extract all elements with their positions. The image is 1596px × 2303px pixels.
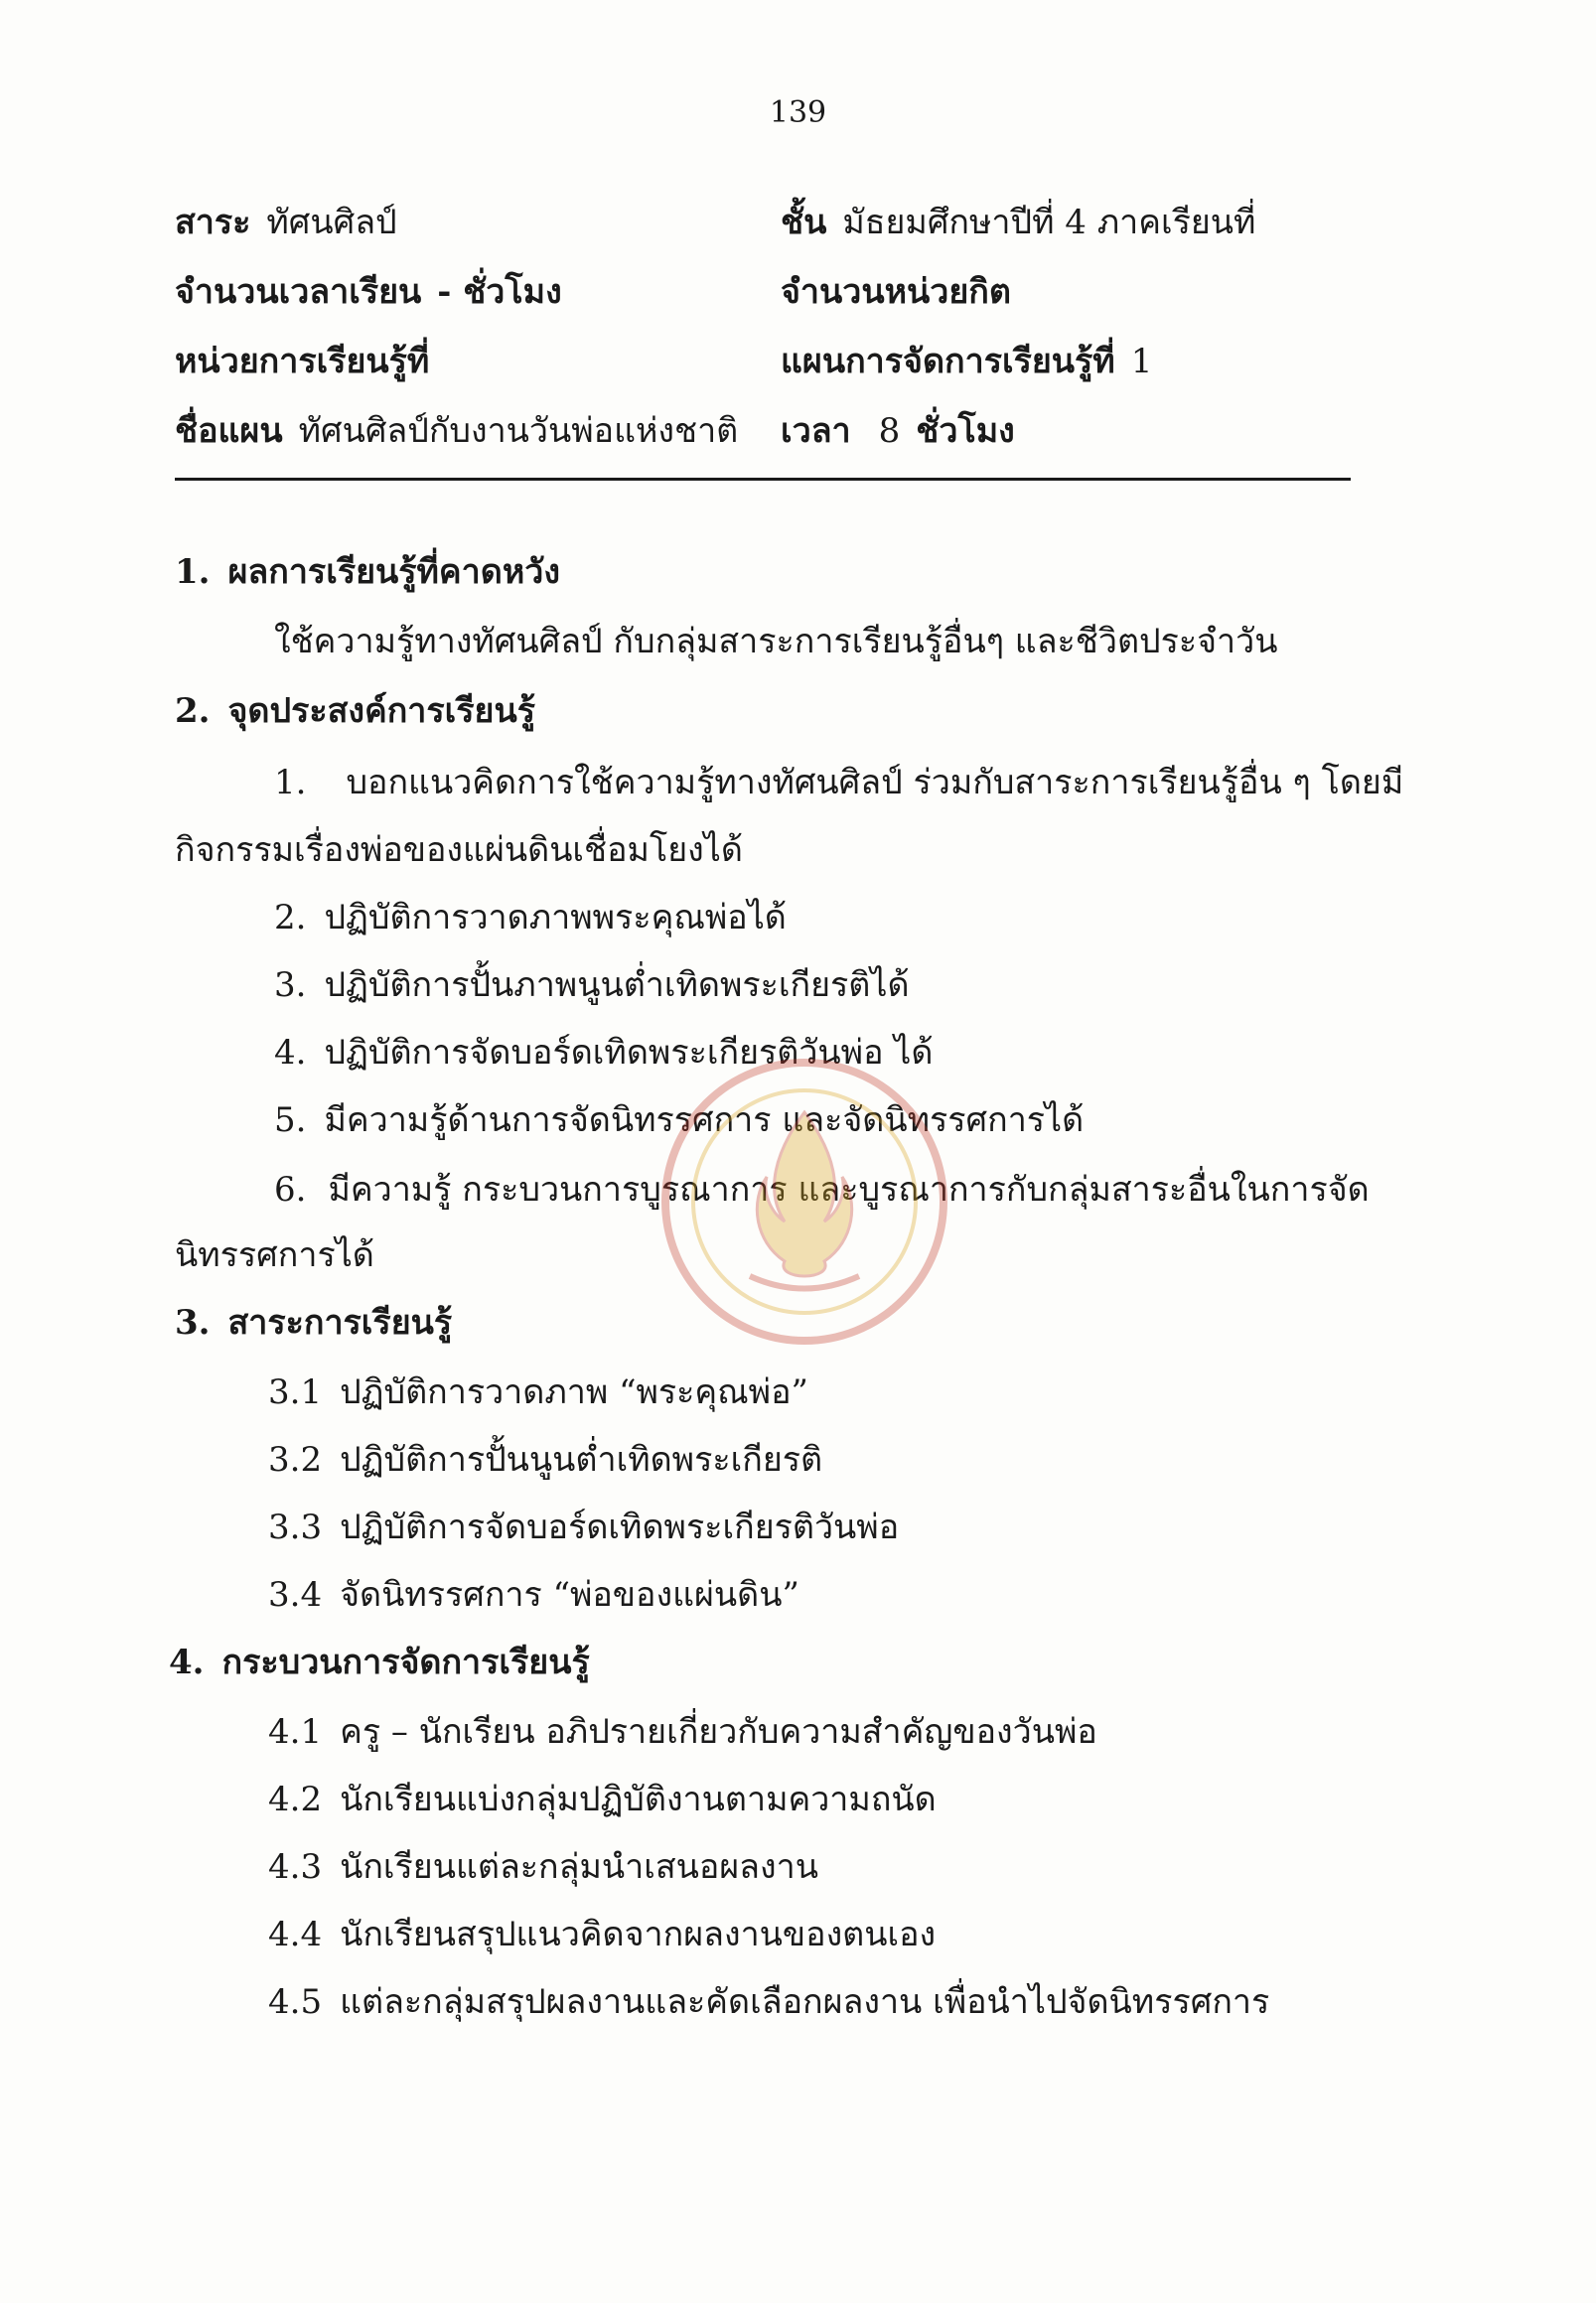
objective-6-line2: นิทรรศการได้ — [175, 1235, 374, 1275]
subject-label: สาระ — [175, 203, 251, 242]
objective-1-line2: กิจกรรมเรื่องพ่อของแผ่นดินเชื่อมโยงได้ — [175, 830, 743, 870]
plan-label: แผนการจัดการเรียนรู้ที่ — [781, 342, 1115, 381]
objective-2 — [274, 890, 787, 943]
hours-label: จำนวนเวลาเรียน — [175, 272, 422, 312]
section-3-heading — [175, 1295, 452, 1349]
content-3-2-number: 3.2 — [268, 1440, 323, 1480]
objective-2-text: ปฏิบัติการวาดภาพพระคุณพ่อได้ — [324, 898, 787, 937]
process-4-4 — [268, 1907, 936, 1960]
process-4-1-number: 4.1 — [268, 1712, 323, 1752]
objective-1-text: บอกแนวคิดการใช้ความรู้ทางทัศนศิลป์ ร่วมกับสาระการเรียนรู้อื่น ๆ โดยมี — [346, 763, 1404, 802]
objective-4-text: ปฏิบัติการจัดบอร์ดเทิดพระเกียรติวันพ่อ ได้ — [324, 1033, 934, 1073]
time-label: เวลา — [781, 411, 851, 451]
process-4-1-text: ครู – นักเรียน อภิปรายเกี่ยวกับความสำคัญของวันพ่อ — [340, 1712, 1097, 1752]
section-4-heading — [169, 1635, 590, 1688]
title-field — [175, 403, 738, 457]
process-4-3-number: 4.3 — [268, 1847, 323, 1887]
plan-value: 1 — [1130, 342, 1153, 381]
objective-1-number: 1. — [274, 763, 307, 802]
content-3-4 — [268, 1567, 799, 1621]
time-value: 8 — [878, 411, 901, 451]
section-1-text: ใช้ความรู้ทางทัศนศิลป์ กับกลุ่มสาระการเรียนรู้อื่นๆ และชีวิตประจำวัน — [274, 622, 1278, 661]
section-2-heading — [175, 683, 535, 737]
process-4-2-number: 4.2 — [268, 1780, 323, 1819]
content-3-3-text: ปฏิบัติการจัดบอร์ดเทิดพระเกียรติวันพ่อ — [340, 1508, 900, 1547]
section-1-title: ผลการเรียนรู้ที่คาดหวัง — [227, 552, 560, 592]
hours-field — [175, 264, 562, 318]
subject-value: ทัศนศิลป์ — [266, 203, 397, 242]
objective-3-number: 3. — [274, 965, 307, 1005]
content-3-2-text: ปฏิบัติการปั้นนูนต่ำเทิดพระเกียรติ — [340, 1440, 823, 1480]
title-value: ทัศนศิลป์กับงานวันพ่อแห่งชาติ — [298, 411, 739, 451]
hours-value: - ชั่วโมง — [437, 272, 562, 312]
process-4-2 — [268, 1772, 937, 1825]
section-1-heading — [175, 544, 560, 598]
content-3-3-number: 3.3 — [268, 1508, 323, 1547]
grade-label: ชั้น — [781, 203, 827, 242]
objective-6-line1 — [274, 1162, 1370, 1216]
process-4-3-text: นักเรียนแต่ละกลุ่มนำเสนอผลงาน — [340, 1847, 818, 1887]
objective-5-number: 5. — [274, 1100, 307, 1140]
process-4-5-text: แต่ละกลุ่มสรุปผลงานและคัดเลือกผลงาน เพื่อนำไปจัดนิทรรศการ — [340, 1982, 1270, 2022]
process-4-1 — [268, 1704, 1097, 1758]
time-field — [781, 403, 1015, 457]
content-3-2 — [268, 1432, 822, 1486]
section-4-title: กระบวนการจัดการเรียนรู้ — [221, 1643, 590, 1682]
process-4-5-number: 4.5 — [268, 1982, 323, 2022]
unit-field — [175, 334, 429, 387]
objective-6-number: 6. — [274, 1170, 307, 1210]
credits-label: จำนวนหน่วยกิต — [781, 272, 1011, 312]
grade-value: มัธยมศึกษาปีที่ 4 ภาคเรียนที่ — [842, 203, 1256, 242]
objective-5 — [274, 1092, 1084, 1146]
content-3-4-number: 3.4 — [268, 1575, 323, 1615]
content-3-1-text: ปฏิบัติการวาดภาพ “พระคุณพ่อ” — [340, 1372, 808, 1412]
content-3-4-text: จัดนิทรรศการ “พ่อของแผ่นดิน” — [340, 1575, 799, 1615]
content-3-3 — [268, 1500, 899, 1553]
process-4-4-number: 4.4 — [268, 1915, 323, 1954]
objective-4-number: 4. — [274, 1033, 307, 1073]
title-label: ชื่อแผน — [175, 411, 283, 451]
process-4-4-text: นักเรียนสรุปแนวคิดจากผลงานของตนเอง — [340, 1915, 937, 1954]
time-unit: ชั่วโมง — [916, 411, 1015, 451]
unit-label: หน่วยการเรียนรู้ที่ — [175, 342, 430, 381]
subject-field — [175, 195, 397, 248]
section-1-number: 1. — [175, 552, 211, 592]
objective-6-text: มีความรู้ กระบวนการบูรณาการ และบูรณาการกับกลุ่มสาระอื่นในการจัด — [328, 1170, 1370, 1210]
objective-3 — [274, 957, 910, 1011]
section-4-number: 4. — [169, 1643, 205, 1682]
process-4-2-text: นักเรียนแบ่งกลุ่มปฏิบัติงานตามความถนัด — [340, 1780, 937, 1819]
objective-4 — [274, 1025, 933, 1079]
section-2-number: 2. — [175, 691, 211, 731]
plan-field — [781, 334, 1152, 387]
objective-3-text: ปฏิบัติการปั้นภาพนูนต่ำเทิดพระเกียรติได้ — [324, 965, 910, 1005]
page-number: 139 — [769, 95, 827, 130]
section-3-number: 3. — [175, 1303, 211, 1343]
content-3-1-number: 3.1 — [268, 1372, 323, 1412]
content-3-1 — [268, 1365, 808, 1418]
objective-1-line1 — [274, 755, 1404, 808]
process-4-3 — [268, 1839, 818, 1893]
section-3-title: สาระการเรียนรู้ — [227, 1303, 453, 1343]
objective-5-text: มีความรู้ด้านการจัดนิทรรศการ และจัดนิทรรศการได้ — [324, 1100, 1085, 1140]
credits-field — [781, 264, 1011, 318]
objective-2-number: 2. — [274, 898, 307, 937]
grade-field — [781, 195, 1255, 248]
header-divider — [175, 478, 1351, 481]
section-2-title: จุดประสงค์การเรียนรู้ — [227, 691, 535, 731]
process-4-5 — [268, 1974, 1269, 2028]
